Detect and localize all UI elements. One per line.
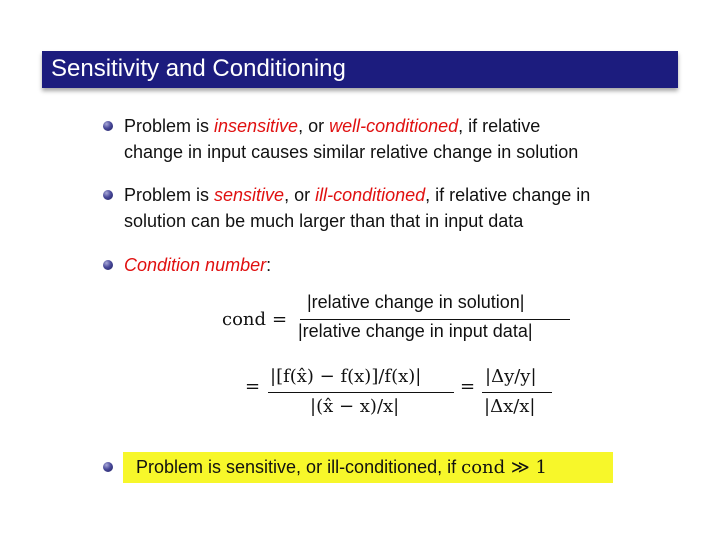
term-condition-number: Condition number — [124, 255, 267, 275]
formula-denominator-2: |(x̂ − x)/x| — [310, 396, 400, 417]
slide-title: Sensitivity and Conditioning — [51, 55, 346, 82]
bullet-icon — [103, 190, 113, 200]
bullet-3-colon: : — [266, 255, 272, 275]
bullet-1-text-a: Problem is — [124, 116, 215, 136]
bullet-2-line-2: solution can be much larger than that in input data — [124, 211, 524, 231]
formula-equals-3: = — [460, 376, 476, 397]
term-insensitive: insensitive — [214, 116, 299, 136]
formula-equals-1: = — [272, 309, 288, 330]
bullet-insensitive — [124, 113, 684, 165]
term-well-conditioned: well-conditioned — [329, 116, 459, 136]
fraction-bar-2 — [268, 392, 454, 393]
formula-equals-2: = — [245, 376, 261, 397]
formula-cond: cond — [222, 309, 267, 330]
bullet-1-text-c: , if relative — [458, 116, 541, 136]
highlight-statement — [136, 455, 547, 480]
formula-denominator-3: |Δx/x| — [484, 396, 536, 417]
formula-numerator-3: |Δy/y| — [485, 366, 537, 387]
slide-title-bar — [42, 51, 678, 88]
bullet-2-text-a: Problem is — [124, 185, 215, 205]
formula-numerator-2: |[f(x̂) − f(x)]/f(x)| — [270, 366, 422, 387]
bullet-1-line-2: change in input causes similar relative change in solution — [124, 142, 579, 162]
term-ill-conditioned: ill-conditioned — [315, 185, 426, 205]
bullet-1-text-b: , or — [298, 116, 330, 136]
bullet-icon — [103, 462, 113, 472]
bullet-2-text-c: , if relative change in — [425, 185, 591, 205]
highlight-math: cond ≫ 1 — [461, 457, 547, 478]
highlight-text: Problem is sensitive, or ill-conditioned, if — [136, 457, 462, 477]
bullet-icon — [103, 121, 113, 131]
formula-denominator-1: |relative change in input data| — [298, 321, 533, 341]
highlight-box — [123, 452, 613, 483]
bullet-sensitive — [124, 182, 684, 234]
term-sensitive: sensitive — [214, 185, 285, 205]
formula-numerator-1: |relative change in solution| — [307, 292, 525, 312]
bullet-icon — [103, 260, 113, 270]
fraction-bar-1 — [300, 319, 570, 320]
bullet-condition-number — [124, 252, 684, 278]
fraction-bar-3 — [482, 392, 552, 393]
bullet-2-text-b: , or — [284, 185, 316, 205]
